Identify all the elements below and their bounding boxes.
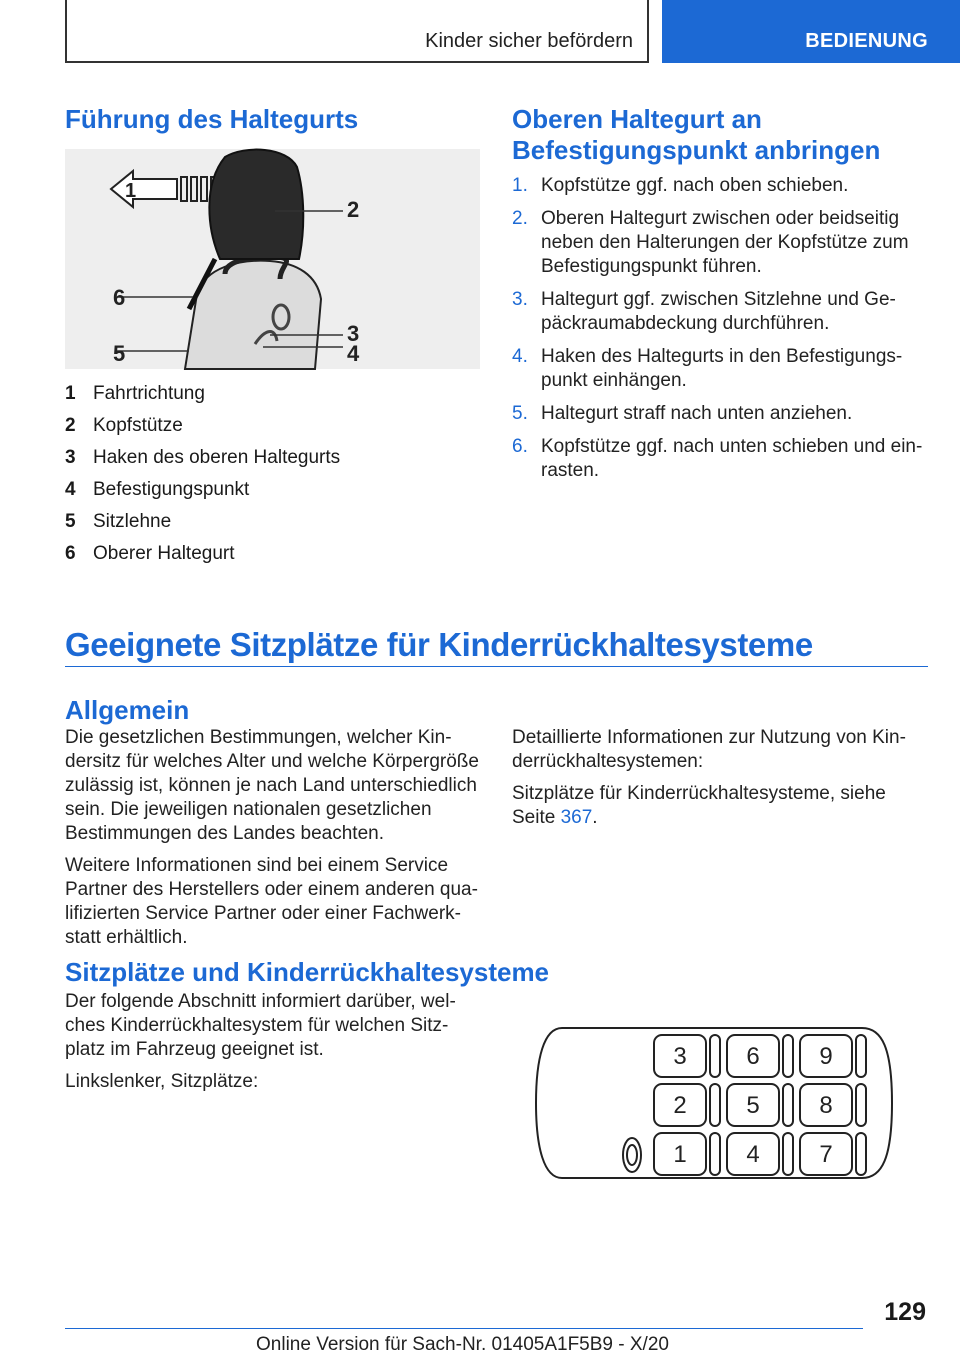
seat-layout-figure [532, 1018, 897, 1188]
step-item [512, 288, 932, 336]
general-right-column [512, 726, 932, 838]
seat-number: 5 [746, 1092, 760, 1119]
seats-crs-paragraph-1: Der folgende Abschnitt informiert darüber, welches Kinderrückhaltesystem für welchen Sitzplatz im Fahrzeug geeignet ist. [65, 991, 456, 1060]
step-text: Haken des Haltegurts in den Befestigungspunkt einhängen. [541, 346, 903, 392]
general-paragraph-4 [512, 782, 932, 830]
seats-crs-paragraph-2: Linkslenker, Sitzplätze: [65, 1071, 259, 1092]
seat-number: 4 [746, 1141, 760, 1168]
figure-label-4: 4 [347, 341, 360, 366]
step-item [512, 435, 932, 483]
step-number: 1. [512, 175, 528, 197]
general-paragraph-1: Die gesetzlichen Bestimmungen, welcher Kindersitz für welches Alter und welche Körpergröße zulässig ist, können je nach Land unterschiedlich sein. Die jeweiligen nationalen gesetzlichen Bestimmungen des Landes beachten. [65, 727, 479, 844]
legend-text: Sitzlehne [93, 511, 172, 532]
legend-text: Fahrtrichtung [93, 383, 205, 404]
step-number: 5. [512, 403, 528, 425]
attach-steps [512, 174, 932, 483]
step-text: Kopfstütze ggf. nach unten schieben und einrasten. [541, 436, 923, 482]
header-chapter-title: BEDIENUNG [805, 30, 928, 52]
headrest-figure [65, 149, 480, 369]
figure-label-1: 1 [125, 180, 137, 202]
attach-section [512, 104, 932, 492]
header-section-title: Kinder sicher befördern [425, 30, 633, 52]
legend-number: 2 [65, 415, 76, 436]
routing-title: Führung des Haltegurts [65, 104, 359, 134]
figure-label-3: 3 [347, 321, 360, 346]
general-paragraph-3: Detaillierte Informationen zur Nutzung von Kinderrückhaltesystemen: [512, 727, 906, 772]
step-text: Haltegurt ggf. zwischen Sitzlehne und Gepäckraumabdeckung durchführen. [541, 289, 896, 335]
page-reference-link[interactable]: 367 [560, 807, 593, 828]
figure-label-6: 6 [113, 285, 126, 310]
legend-text: Haken des oberen Haltegurts [93, 447, 341, 468]
seat-number: 3 [673, 1043, 687, 1070]
seat-number: 9 [819, 1043, 833, 1070]
header-chapter-tab[interactable] [662, 0, 960, 63]
general-paragraph-4-end: . [592, 807, 598, 828]
step-item [512, 345, 932, 393]
section-heading: Geeignete Sitzplätze für Kinderrückhaltesysteme [65, 626, 813, 663]
seat-number: 6 [746, 1043, 760, 1070]
step-number: 4. [512, 346, 528, 368]
seats-crs-title: Sitzplätze und Kinderrückhaltesysteme [65, 957, 550, 987]
step-number: 2. [512, 208, 528, 230]
seat-layout-diagram [532, 1018, 897, 1188]
page-number: 129 [884, 1298, 926, 1326]
step-text: Kopfstütze ggf. nach oben schieben. [541, 175, 849, 197]
footer-divider [65, 1328, 863, 1329]
legend-number: 5 [65, 511, 76, 532]
general-title: Allgemein [65, 695, 190, 725]
legend-number: 1 [65, 383, 76, 404]
step-item [512, 207, 932, 279]
legend-number: 3 [65, 447, 76, 468]
legend-text: Kopfstütze [93, 415, 183, 436]
section-divider [65, 666, 928, 667]
general-paragraph-4-text: Sitzplätze für Kinderrückhaltesysteme, siehe Seite [512, 783, 886, 828]
attach-title-line2: Befestigungspunkt anbringen [512, 135, 881, 166]
seat-number: 2 [673, 1092, 687, 1119]
step-item [512, 402, 932, 426]
step-text: Oberen Haltegurt zwischen oder beidseitig neben den Halterungen der Kopfstütze zum Befestigungspunkt führen. [541, 208, 909, 278]
step-item [512, 174, 932, 198]
header-section-tab [65, 0, 649, 63]
steering-wheel-icon [623, 1138, 641, 1172]
legend-text: Oberer Haltegurt [93, 543, 235, 564]
legend-number: 6 [65, 543, 76, 564]
step-text: Haltegurt straff nach unten anziehen. [541, 403, 853, 425]
seat-number: 8 [819, 1092, 833, 1119]
footer-online-version: Online Version für Sach-Nr. 01405A1F5B9 - X/20 [256, 1334, 669, 1355]
figure-label-5: 5 [113, 341, 126, 366]
legend-number: 4 [65, 479, 76, 500]
step-number: 6. [512, 436, 528, 458]
headrest-illustration [65, 149, 480, 369]
seat-number: 7 [819, 1141, 833, 1168]
general-paragraph-2-start [65, 854, 480, 948]
general-left-column [65, 726, 480, 948]
seats-crs-text [65, 990, 480, 1102]
seat-number: 1 [673, 1141, 687, 1168]
attach-title-line1: Oberen Haltegurt an [512, 104, 762, 134]
legend-text: Befestigungspunkt [93, 479, 250, 500]
figure-label-2: 2 [347, 197, 360, 222]
step-number: 3. [512, 289, 528, 311]
general-paragraph-2: Weitere Informationen sind bei einem Service Partner des Herstellers oder einem anderen qualifizierten Service Partner oder einer Fachwerkstatt erhältlich. [65, 855, 478, 948]
attach-title [512, 104, 932, 166]
